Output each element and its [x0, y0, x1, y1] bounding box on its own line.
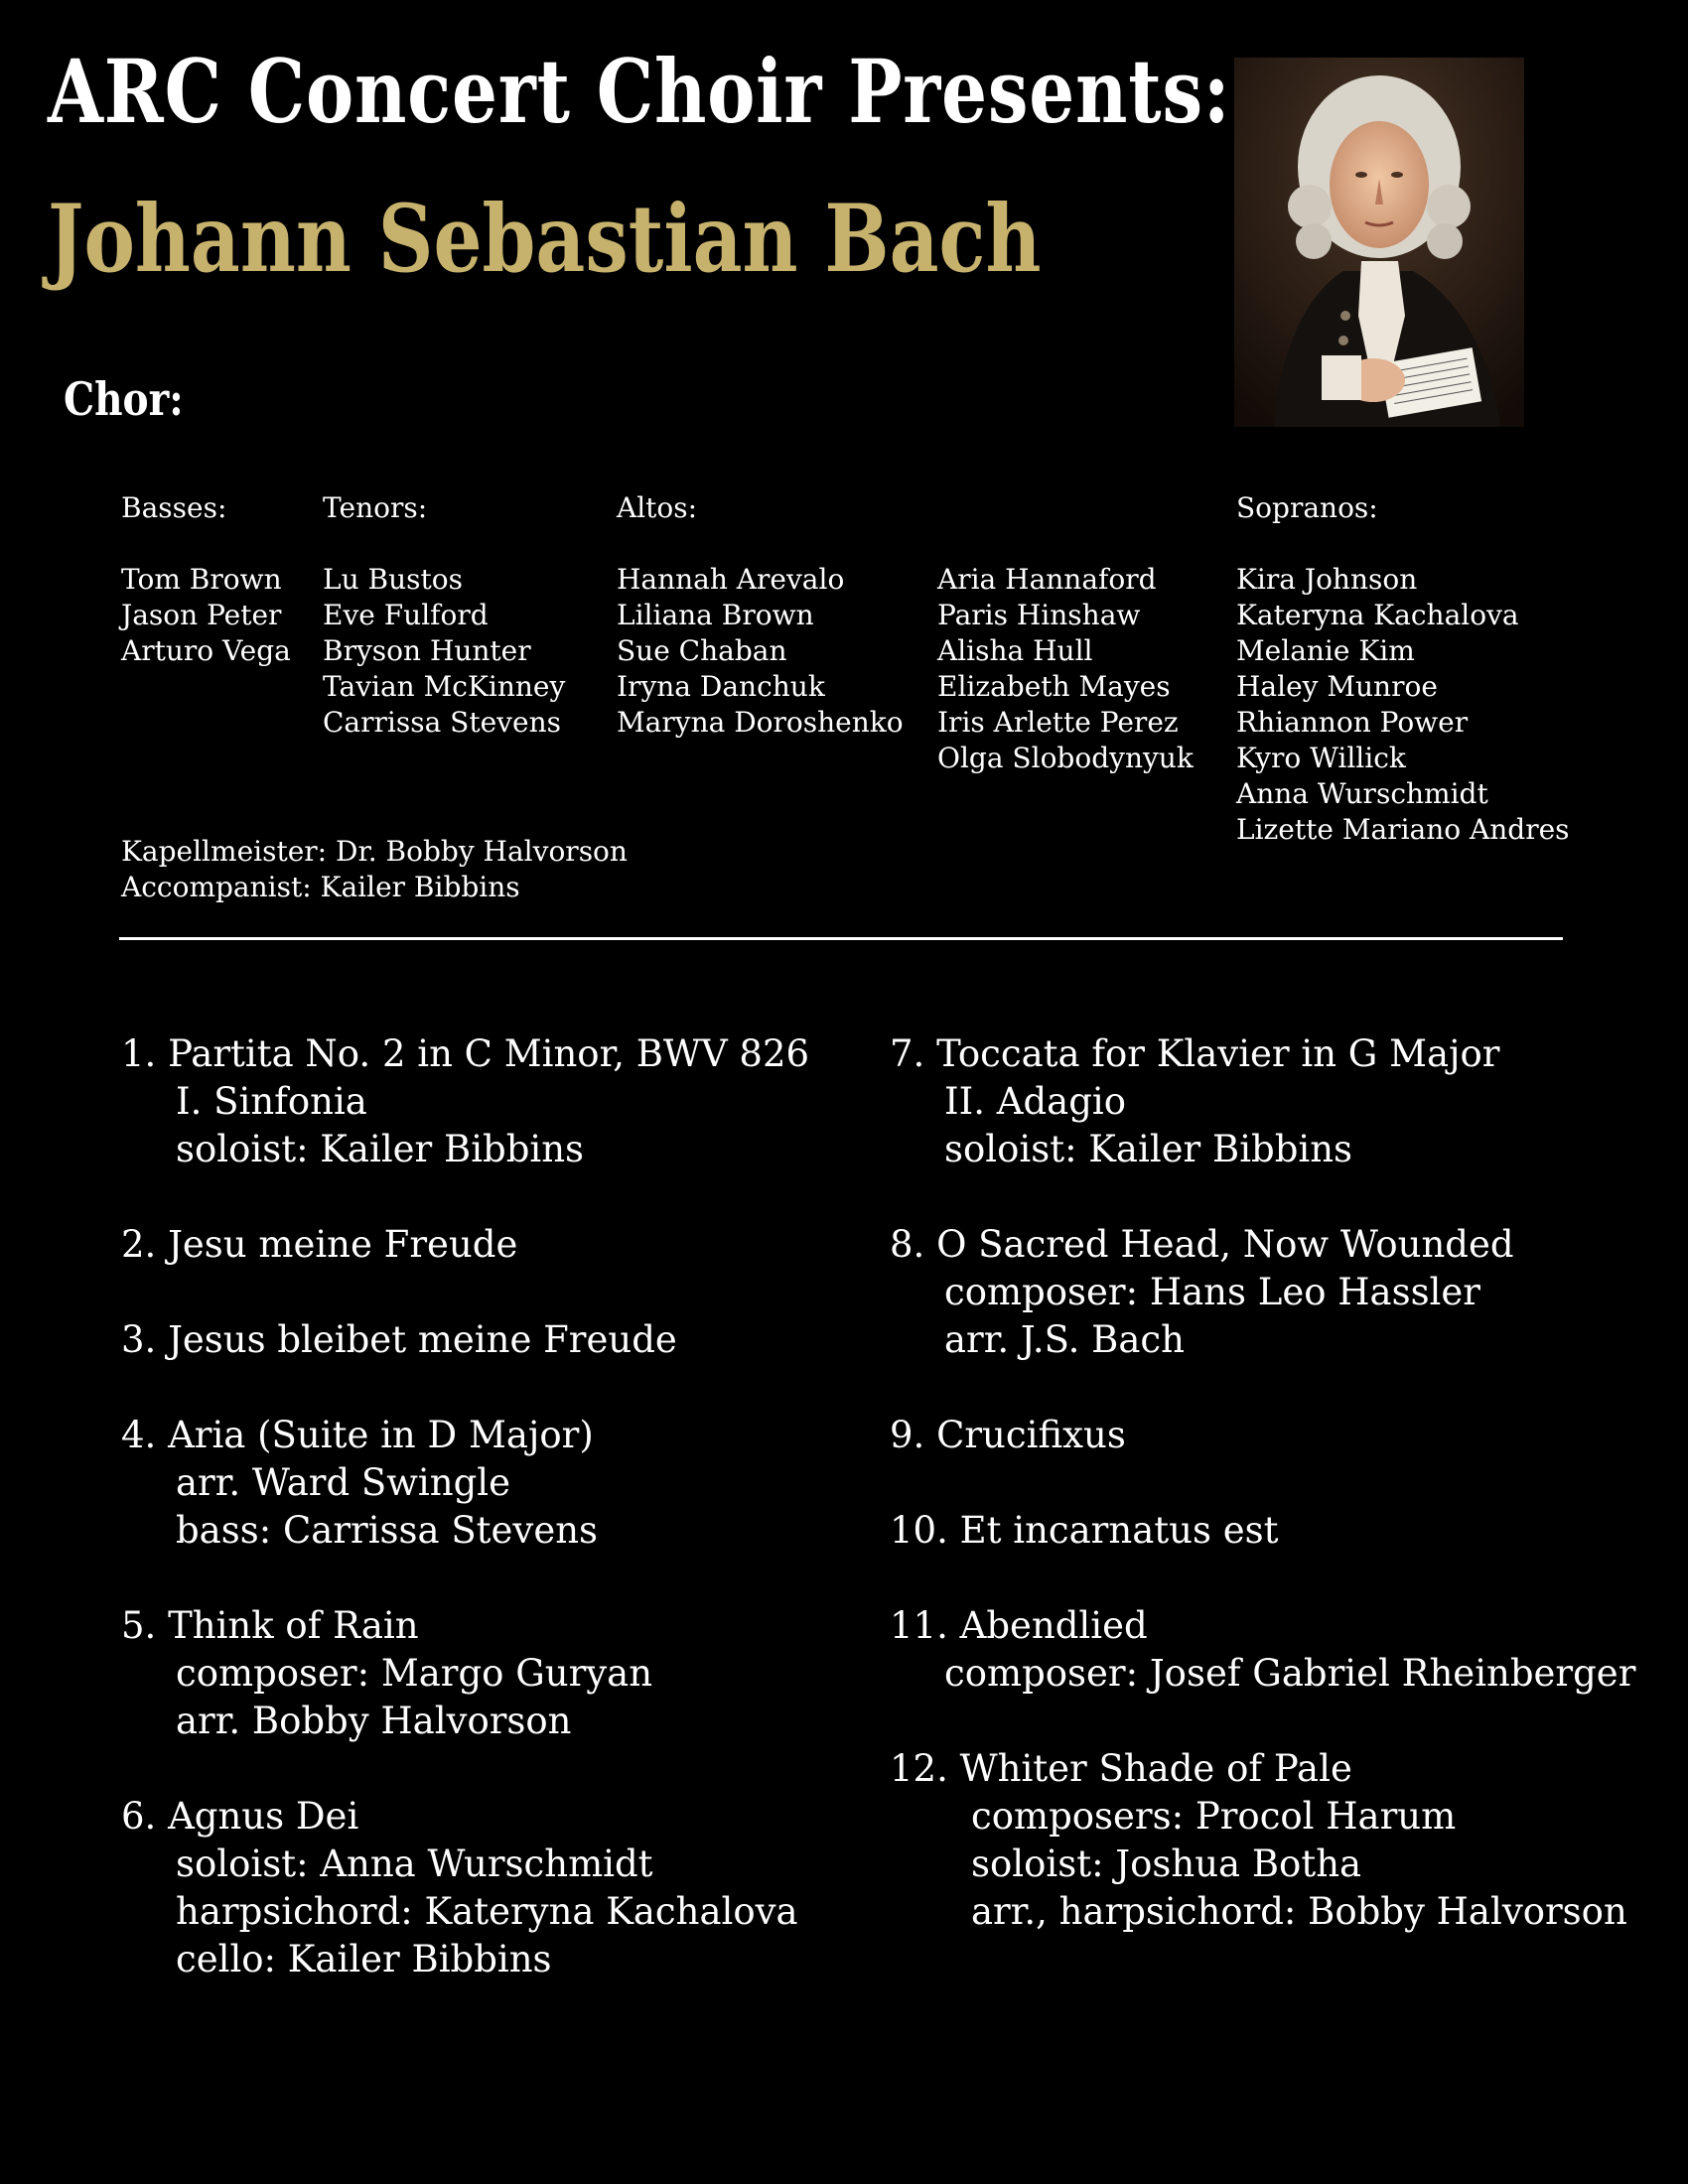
piece-title: 3. Jesus bleibet meine Freude	[121, 1318, 677, 1361]
bach-portrait-image	[1234, 58, 1524, 427]
piece-detail: composer: Hans Leo Hassler	[944, 1271, 1480, 1313]
piece-detail: soloist: Anna Wurschmidt	[176, 1843, 653, 1885]
piece-detail: composer: Margo Guryan	[176, 1652, 653, 1695]
section-divider	[119, 937, 1563, 940]
tenors-section	[323, 490, 565, 741]
altos-label: Altos:	[617, 491, 698, 524]
tenors-name: Eve Fulford	[323, 599, 489, 631]
sopranos-name: Anna Wurschmidt	[1236, 777, 1488, 810]
altos-name: Hannah Arevalo	[617, 563, 845, 596]
sopranos-name: Kateryna Kachalova	[1236, 599, 1519, 631]
piece-title: 1. Partita No. 2 in C Minor, BWV 826	[121, 1032, 810, 1075]
tenors-label: Tenors:	[323, 491, 428, 524]
sopranos-name: Rhiannon Power	[1236, 706, 1469, 739]
piece-detail: composers: Procol Harum	[971, 1795, 1457, 1838]
program-left-column	[121, 1030, 809, 2031]
piece-title: 8. O Sacred Head, Now Wounded	[890, 1223, 1514, 1266]
piece-title: 5. Think of Rain	[121, 1604, 419, 1647]
composer-name: Johann Sebastian Bach	[48, 185, 1042, 294]
choir-heading: Chor:	[64, 372, 184, 426]
altos-name: Iris Arlette Perez	[937, 706, 1179, 739]
basses-name: Jason Peter	[121, 599, 282, 631]
sopranos-section	[1236, 490, 1570, 848]
piece-detail: bass: Carrissa Stevens	[176, 1509, 599, 1552]
piece-detail: soloist: Joshua Botha	[971, 1843, 1362, 1885]
sopranos-label: Sopranos:	[1236, 491, 1378, 524]
basses-section	[121, 490, 291, 669]
program-piece	[121, 1793, 809, 1983]
altos-name: Sue Chaban	[617, 634, 787, 667]
altos-name: Elizabeth Mayes	[937, 670, 1171, 703]
accompanist-credit: Accompanist: Kailer Bibbins	[121, 871, 520, 903]
altos-name: Aria Hannaford	[937, 563, 1157, 596]
piece-detail: cello: Kailer Bibbins	[176, 1938, 552, 1980]
altos-name: Alisha Hull	[937, 634, 1093, 667]
altos-name: Paris Hinshaw	[937, 599, 1141, 631]
basses-label: Basses:	[121, 491, 227, 524]
basses-name: Tom Brown	[121, 563, 282, 596]
altos-section	[617, 490, 904, 741]
piece-detail: soloist: Kailer Bibbins	[944, 1128, 1353, 1170]
piece-title: 6. Agnus Dei	[121, 1795, 359, 1838]
program-piece	[890, 1602, 1635, 1698]
tenors-name: Lu Bustos	[323, 563, 463, 596]
altos-section-2	[937, 562, 1194, 776]
altos-name: Olga Slobodynyuk	[937, 742, 1194, 774]
piece-detail: harpsichord: Kateryna Kachalova	[176, 1890, 798, 1933]
program-piece	[121, 1412, 809, 1555]
piece-title: 10. Et incarnatus est	[890, 1509, 1279, 1552]
piece-title: 7. Toccata for Klavier in G Major	[890, 1032, 1500, 1075]
concert-title: ARC Concert Choir Presents:	[48, 40, 1231, 143]
piece-title: 12. Whiter Shade of Pale	[890, 1747, 1352, 1790]
piece-detail: soloist: Kailer Bibbins	[176, 1128, 585, 1170]
program-piece	[890, 1412, 1635, 1459]
tenors-name: Tavian McKinney	[323, 670, 566, 703]
kapellmeister-credit: Kapellmeister: Dr. Bobby Halvorson	[121, 835, 628, 868]
program-piece	[121, 1316, 809, 1364]
piece-detail: I. Sinfonia	[176, 1080, 367, 1123]
altos-name: Iryna Danchuk	[617, 670, 825, 703]
piece-detail: II. Adagio	[944, 1080, 1127, 1123]
program-piece	[121, 1221, 809, 1269]
piece-title: 9. Crucifixus	[890, 1414, 1126, 1456]
piece-detail: arr. J.S. Bach	[944, 1318, 1185, 1361]
altos-name: Maryna Doroshenko	[617, 706, 904, 739]
sopranos-name: Lizette Mariano Andres	[1236, 813, 1570, 846]
sopranos-name: Kira Johnson	[1236, 563, 1418, 596]
tenors-name: Bryson Hunter	[323, 634, 531, 667]
altos-name: Liliana Brown	[617, 599, 814, 631]
sopranos-name: Haley Munroe	[1236, 670, 1438, 703]
sopranos-name: Kyro Willick	[1236, 742, 1406, 774]
program-piece	[121, 1602, 809, 1745]
tenors-name: Carrissa Stevens	[323, 706, 561, 739]
sopranos-name: Melanie Kim	[1236, 634, 1415, 667]
basses-name: Arturo Vega	[121, 634, 291, 667]
program-piece	[890, 1221, 1635, 1364]
program-right-column	[890, 1030, 1635, 1983]
program-piece	[890, 1745, 1635, 1936]
program-piece	[890, 1030, 1635, 1173]
piece-title: 11. Abendlied	[890, 1604, 1148, 1647]
piece-title: 2. Jesu meine Freude	[121, 1223, 518, 1266]
piece-title: 4. Aria (Suite in D Major)	[121, 1414, 594, 1456]
bach-portrait-icon	[1234, 58, 1524, 427]
program-piece	[890, 1507, 1635, 1555]
program-piece	[121, 1030, 809, 1173]
staff-credits	[121, 834, 628, 905]
piece-detail: arr., harpsichord: Bobby Halvorson	[971, 1890, 1627, 1933]
piece-detail: arr. Bobby Halvorson	[176, 1700, 572, 1742]
piece-detail: arr. Ward Swingle	[176, 1461, 510, 1504]
piece-detail: composer: Josef Gabriel Rheinberger	[944, 1652, 1636, 1695]
